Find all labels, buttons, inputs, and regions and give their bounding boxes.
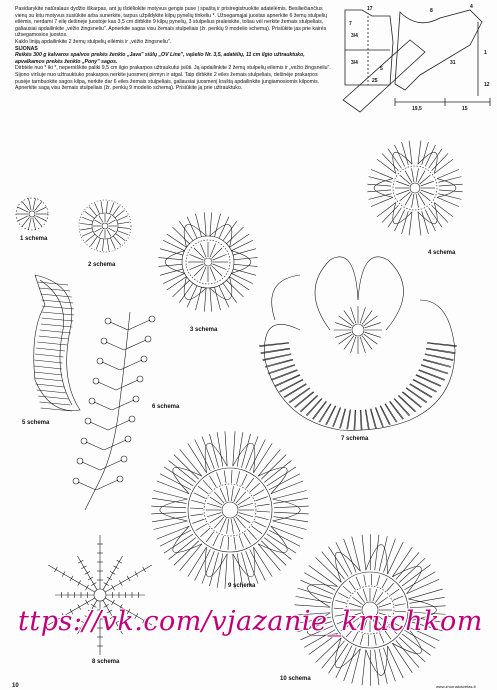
footer-url: www.zhurnalusvetas.lt xyxy=(436,684,476,689)
instructions-paragraph-4: Dirbtėle nuo * iki *, neperniškite paliki 9,5 cm ilgio prakarpos užtraukutui įsiūti. Ją apdailinkite 2 žemų stulpelių eilėmis ir „vėžio žingsneliu". Sijono viršuje nuo užtrauktuko prakarpos nerkite juosmenį pirmyn ir atgal. Taip dirbkite 2 eiles žemais stulpeliais, dešinėje prakarpos pusėje tarnbuokite sagos kilpą, nerkite dar 6 eiles žemais stulpeliais, galiausiai juosmenį kraštą apdailinkite jungiamosiomis kilpomis. Apnerkite sagą visu žemais stulpeliais (žr. penkių 9 modelio schemą). Prisiūkite ją prie užtrauktuko. xyxy=(15,65,331,92)
watermark-url: ttps://vk.com/vjazanie_kruchkom xyxy=(18,606,483,637)
dim-label: 1 xyxy=(484,50,487,56)
scheme-label-9: 9 schema xyxy=(228,583,256,589)
scheme-label-2: 2 schema xyxy=(88,262,116,268)
page-number: 10 xyxy=(12,683,19,689)
instructions-paragraph-1: Pasidarykite natūralaus dydžio iškarpas, ant jų išdėliokite motyvus gengis puse | spaštą ir prisiregistruokite adatėlėmis. Besiliečiančius vienų su kitu motyvus susiūkite arba sunerkite, tarpus užpildykite kilpų pynelių tinkeliu *. Užsegamąjai juostas apnerkite 6 žemų stulpelių eilėmis, nerdami 7 eilę dešinėje juostoje kas 3,5 cm dirbkite 9 kilpų pynelių, 3 stulpelius praleiskite, toliau vėl nerkite žemais stulpeliais, galiausiai apdailinkite „vėžio žingsneliu". Apnerkite sagas visu žemais stulpeliais (žr. penkių 9 modelio schemą). Prisiūkite jas prie kairės užsegamosios juostos. xyxy=(15,6,327,39)
dim-label: 5 xyxy=(380,66,383,72)
section-heading: SIJONAS xyxy=(15,45,38,52)
dim-label: 8 xyxy=(430,8,433,14)
scheme-label-10: 10 schema xyxy=(280,676,311,682)
scheme-4-motif xyxy=(367,141,462,236)
dim-label: 4 xyxy=(470,4,473,10)
dim-label: 25 xyxy=(372,78,378,84)
dim-label: 31 xyxy=(450,60,456,66)
scheme-7-motif xyxy=(259,257,457,431)
scheme-label-3: 3 schema xyxy=(190,327,218,333)
scheme-label-6: 6 schema xyxy=(152,404,180,410)
dim-label: 19,5 xyxy=(412,106,422,112)
materials-paragraph: Reikės 300 g kalvaros spalvos prekės ženklo „Java" siūlų „OV Line", vąšelio Nr. 3,5, adatėlių, 11 cm ilgio užtrauktuko, apvalkamos prekės ženklo „Pony" sagos. xyxy=(15,52,305,65)
dim-label: 17 xyxy=(367,6,373,12)
scheme-label-5: 5 schema xyxy=(22,420,50,426)
dim-label: 3/4 xyxy=(351,60,358,66)
dim-label: 7 xyxy=(349,21,352,27)
scheme-8-motif xyxy=(48,535,152,655)
scheme-6-motif xyxy=(73,312,155,510)
dim-label: 12 xyxy=(484,82,490,88)
instructions-paragraph-2: Kaklo liniją apdailinkite 2 žemų stulpelių eilėmis ir „vėžio žingsneliu". xyxy=(15,38,172,45)
scheme-1-motif xyxy=(16,198,48,230)
dim-label: 15 xyxy=(462,106,468,112)
scheme-9-motif xyxy=(151,431,309,588)
scheme-5-motif xyxy=(34,275,80,411)
scheme-2-motif xyxy=(79,200,131,252)
scheme-label-1: 1 schema xyxy=(20,236,48,242)
scheme-label-4: 4 schema xyxy=(428,250,456,256)
dim-label: 3/4 xyxy=(351,33,358,39)
scheme-3-motif xyxy=(158,212,257,311)
scheme-label-7: 7 schema xyxy=(341,436,369,442)
scheme-label-8: 8 schema xyxy=(92,659,120,665)
